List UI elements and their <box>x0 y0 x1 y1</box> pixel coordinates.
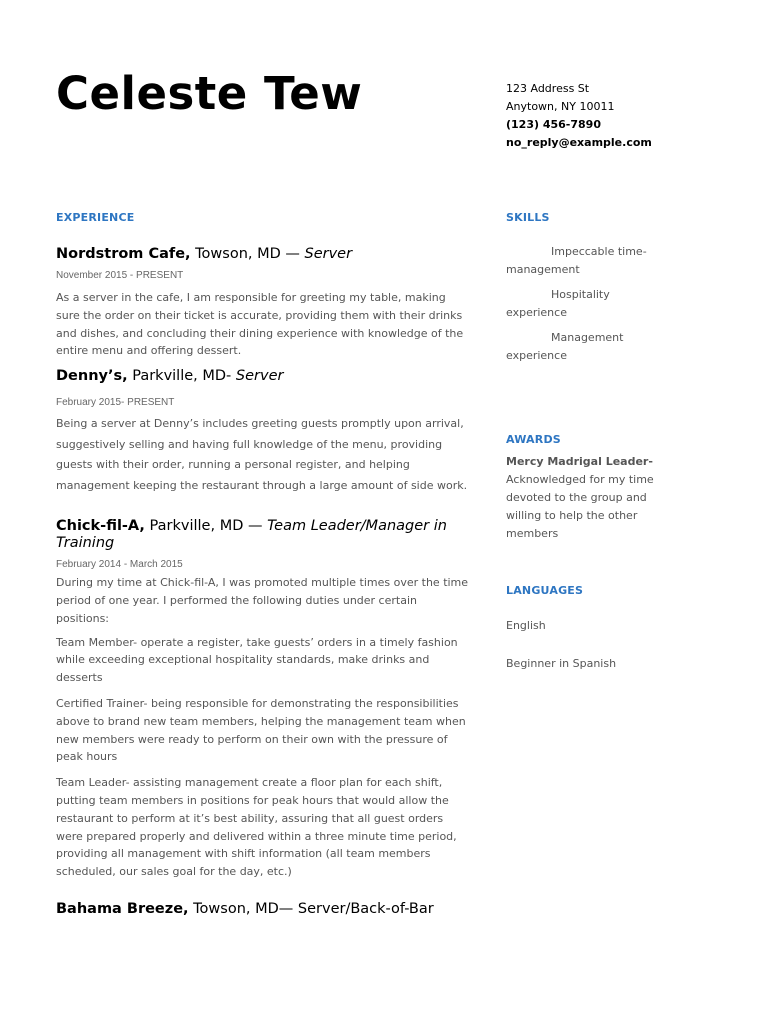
languages-heading: LANGUAGES <box>506 584 584 597</box>
award-title: Mercy Madrigal Leader- <box>506 455 653 468</box>
employer-name: Bahama Breeze, <box>56 900 189 917</box>
skill-text: Impeccable time- <box>551 245 647 258</box>
job-title <box>56 518 471 552</box>
job-entry <box>56 246 471 360</box>
award-description: Acknowledged for my time devoted to the group and willing to help the other members <box>506 473 654 540</box>
language-item: Beginner in Spanish <box>506 657 617 670</box>
job-entry <box>56 901 471 918</box>
awards-heading: AWARDS <box>506 433 561 446</box>
job-location: Parkville, MD- <box>127 368 236 385</box>
skill-item <box>506 243 676 279</box>
job-entry <box>56 518 471 881</box>
language-item: English <box>506 619 546 632</box>
skill-text-cont: management <box>506 263 580 276</box>
job-location: Towson, MD— Server/Back-of-Bar <box>188 900 434 917</box>
employer-name: Nordstrom Cafe, <box>56 246 191 262</box>
sidebar-column <box>506 210 676 673</box>
candidate-name: Celeste Tew <box>56 67 363 120</box>
job-role: Server <box>304 246 353 262</box>
email-address: no_reply@example.com <box>506 136 652 149</box>
contact-info <box>506 80 652 152</box>
job-dates: February 2015- PRESENT <box>56 397 175 409</box>
skill-text-cont: experience <box>506 306 567 319</box>
job-duty-paragraph: Team Leader- assisting management create a floor plan for each shift, putting team members in positions for peak hours that would allow the restaurant to perform at it’s best ability, assuring that all guest orders were prepared properly and delivered within a three minute time period, providing all management with shift information (all team members scheduled, our sales goal for the day, etc.) <box>56 776 457 879</box>
skills-list <box>506 243 676 365</box>
job-role: Team Leader/Manager in Training <box>56 518 447 552</box>
skill-text-cont: experience <box>506 349 567 362</box>
job-dates: November 2015 - PRESENT <box>56 270 184 281</box>
skills-heading: SKILLS <box>506 211 550 224</box>
skill-text: Hospitality <box>551 288 610 301</box>
address-line-1: 123 Address St <box>506 82 590 95</box>
job-location: Parkville, MD — <box>144 518 268 535</box>
job-role: Server <box>235 368 284 385</box>
skill-text: Management <box>551 331 624 344</box>
job-title <box>56 901 471 918</box>
skill-item <box>506 286 676 322</box>
job-description: As a server in the cafe, I am responsible for greeting my table, making sure the order on their ticket is accurate, providing them with their drinks and dishes, and concluding their dining experience with knowledge of the entire menu and offering dessert. <box>56 291 464 358</box>
address-line-2: Anytown, NY 10011 <box>506 100 615 113</box>
job-duty-paragraph: Team Member- operate a register, take guests’ orders in a timely fashion while exceeding exceptional hospitality standards, make drinks and desserts <box>56 635 458 685</box>
job-description: During my time at Chick-fil-A, I was promoted multiple times over the time period of one year. I performed the following duties under certain positions: <box>56 576 469 625</box>
job-title <box>56 246 471 263</box>
employer-name: Chick-fil-A, <box>56 518 145 535</box>
skill-item <box>506 329 676 365</box>
job-description: Being a server at Denny’s includes greeting guests promptly upon arrival, suggestively selling and having full knowledge of the menu, providing guests with their order, running a personal register, and helping management keeping the restaurant through a large amount of side work. <box>56 417 468 492</box>
job-dates: February 2014 - March 2015 <box>56 559 183 571</box>
phone-number: (123) 456-7890 <box>506 118 601 131</box>
experience-section <box>56 210 471 918</box>
job-entry <box>56 368 471 496</box>
job-duty-paragraph: Certified Trainer- being responsible for demonstrating the responsibilities above to brand new team members, helping the management team when new members were ready to perform on their own with the pressure of peak hours <box>56 696 466 764</box>
job-location: Towson, MD — <box>190 246 305 262</box>
experience-heading: EXPERIENCE <box>56 211 135 224</box>
employer-name: Denny’s, <box>56 368 128 385</box>
job-title <box>56 368 471 385</box>
